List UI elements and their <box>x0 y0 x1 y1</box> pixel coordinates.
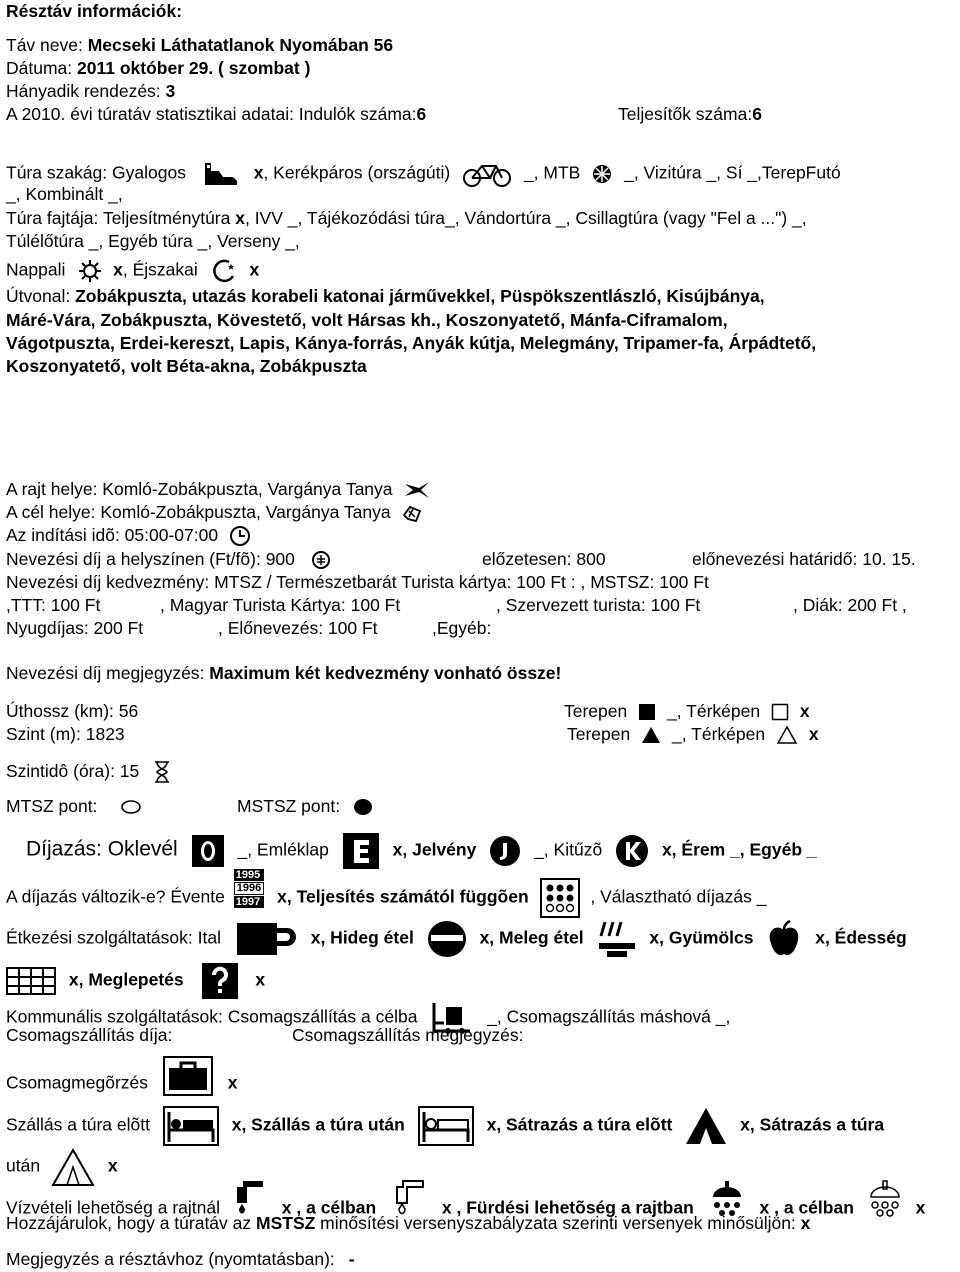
finish-icon <box>401 503 423 523</box>
start-time-line <box>6 524 251 547</box>
pin-icon <box>615 834 649 868</box>
elevation-line: Szint (m): 1823 <box>6 724 125 744</box>
mtsz-points: MTSZ pont: <box>6 796 98 816</box>
consent-a: Hozzájárulok, hogy a túratáv az <box>6 1213 256 1233</box>
route-line-2: Máré-Vára, Zobákpuszta, Kövestető, volt Hársas kh., Koszonyatető, Mánfa-Ciframalom, <box>6 310 728 330</box>
storage-mark: x <box>227 1072 238 1093</box>
daynight-line <box>6 258 259 284</box>
route-text-1: Zobákpuszta, utazás korabeli katonai járművekkel, Püspökszentlászló, Kisújbánya, <box>75 286 765 306</box>
start-flag-icon <box>403 480 431 500</box>
hourglass-icon <box>154 761 170 783</box>
food-line <box>6 919 907 959</box>
award-yearly: x, Teljesítés számától függõen <box>277 886 529 907</box>
discount-organized: , Szervezett turista: 100 Ft <box>496 595 701 615</box>
grid-icon <box>540 878 580 918</box>
length-map-mark: x <box>799 701 810 721</box>
award-pin: _, Kitűzõ <box>534 839 603 860</box>
food-fruit: x, Gyümölcs <box>649 927 754 948</box>
other-branches: _, Vizitúra _, Sí _,TerepFutó <box>624 162 841 183</box>
award-label: Díjazás: Oklevél <box>26 837 178 861</box>
filled-triangle-icon <box>641 726 661 744</box>
year-2: 1996 <box>234 882 264 895</box>
tent-empty-icon <box>51 1147 95 1187</box>
type-rest: , IVV _, Tájékozódási túra_, Vándortúra _, Csillagtúra (vagy "Fel a ...") _, <box>244 208 807 228</box>
terrain-line-1 <box>564 700 810 723</box>
branch-label: Túra szakág: Gyalogos <box>6 162 186 183</box>
award-medal: x, Érem _, Egyéb _ <box>661 839 817 860</box>
mtb-label: _, MTB <box>523 162 581 183</box>
discount-pension: Nyugdíjas: 200 Ft <box>6 618 144 638</box>
start-place-line <box>6 478 431 501</box>
route-label: Útvonal: <box>6 286 76 306</box>
question-icon <box>201 962 239 1000</box>
bicycle-icon <box>461 160 513 188</box>
discount-student: , Diák: 200 Ft , <box>793 595 907 615</box>
remark-line <box>6 1248 355 1271</box>
day-mark: x <box>113 259 123 280</box>
camping-after-mark: x <box>107 1155 118 1176</box>
route-line-3: Vágotpuszta, Erdei-kereszt, Lapis, Kánya-forrás, Anyák kútja, Melegmány, Tripamer-fa, Árpádtető, <box>6 333 817 353</box>
luggage-elsewhere: _, Csomagszállítás máshová _, <box>487 1006 731 1027</box>
food-line-2 <box>6 962 265 1000</box>
fee-deadline: előnevezési határidő: 10. 15. <box>692 549 916 569</box>
mstsz-points-line <box>237 795 373 818</box>
type-mark: x <box>235 208 245 228</box>
label: Táv neve: <box>6 35 88 55</box>
certificate-icon <box>191 834 225 868</box>
shower-start: x , Fürdési lehetõség a rajtban <box>441 1197 694 1218</box>
shower-empty-icon <box>867 1179 903 1219</box>
food-hot: x, Meleg étel <box>479 927 584 948</box>
food-label: Étkezési szolgáltatások: Ital <box>6 927 221 948</box>
moon-icon <box>211 258 237 284</box>
filled-circle-icon <box>353 798 373 816</box>
award-change-line <box>6 868 767 918</box>
cup-icon <box>236 922 296 956</box>
badge-icon <box>489 835 521 867</box>
discount-other: ,Egyéb: <box>432 618 492 638</box>
fee-note: Maximum két kedvezmény vonható össze! <box>209 663 562 683</box>
label: Nevezési díj megjegyzés: <box>6 663 210 683</box>
consent-org: MSTSZ <box>256 1213 316 1233</box>
hiker-icon <box>201 161 241 187</box>
cold-food-icon <box>427 920 467 958</box>
starters: 6 <box>416 104 427 124</box>
sun-icon <box>78 259 102 283</box>
tour-name-line <box>6 34 393 57</box>
label: A 2010. évi túratáv statisztikai adatai: Indulók száma: <box>6 104 417 124</box>
tour-date: 2011 október 29. ( szombat ) <box>77 58 311 78</box>
bed-empty-icon <box>418 1106 474 1146</box>
food-sweet: x, Édesség <box>815 927 907 948</box>
empty-circle-icon <box>120 799 142 815</box>
lodging-after: x, Szállás a túra után <box>231 1114 405 1135</box>
label: Teljesítők száma: <box>618 104 753 124</box>
empty-square-icon <box>771 703 789 721</box>
type-line <box>6 207 807 230</box>
edition-value: 3 <box>165 81 176 101</box>
remark-label: Megjegyzés a résztávhoz (nyomtatásban): <box>6 1249 335 1269</box>
fee-onsite-line <box>6 548 332 571</box>
start-place: A rajt helye: Komló-Zobákpuszta, Vargánya Tanya <box>6 479 393 499</box>
discount-prereg: , Előnevezés: 100 Ft <box>218 618 378 638</box>
label: Dátuma: <box>6 58 77 78</box>
food-surprise: x, Meglepetés <box>68 969 184 990</box>
water-start: Vízvételi lehetõség a rajtnál <box>6 1197 221 1218</box>
camping-before: x, Sátrazás a túra elõtt <box>486 1114 673 1135</box>
memento-icon <box>342 832 380 870</box>
map-label: _, Térképen <box>672 724 766 744</box>
discount-ttt: ,TTT: 100 Ft <box>6 595 101 615</box>
label: Terepen <box>564 701 628 721</box>
tent-filled-icon <box>685 1106 727 1146</box>
award-line <box>26 832 817 870</box>
page-heading: Résztáv információk: <box>6 1 183 21</box>
discount-mtk: , Magyar Turista Kártya: 100 Ft <box>160 595 401 615</box>
discount-line-1: Nevezési díj kedvezmény: MTSZ / Természetbarát Turista kártya: 100 Ft : , MSTSZ: 100 Ft <box>6 572 709 592</box>
camping-after-line <box>6 1147 118 1187</box>
shower-finish: x , a célban <box>759 1197 854 1218</box>
points-line <box>6 795 142 818</box>
elevation-map-mark: x <box>808 724 819 744</box>
water-finish: x , a célban <box>281 1197 377 1218</box>
day-label: Nappali <box>6 259 66 280</box>
suitcase-icon <box>163 1056 213 1096</box>
terrain-line-2 <box>567 723 819 746</box>
bed-filled-icon <box>163 1106 219 1146</box>
tour-date-line <box>6 57 310 80</box>
map-label: _, Térképen <box>667 701 761 721</box>
hot-food-icon <box>595 919 639 959</box>
storage-label: Csomagmegõrzés <box>6 1072 148 1093</box>
tour-name: Mecseki Láthatatlanok Nyomában 56 <box>87 35 394 55</box>
apple-icon <box>766 920 802 958</box>
route-line-1 <box>6 285 765 308</box>
consent-line <box>6 1212 810 1235</box>
services-label: Kommunális szolgáltatások: Csomagszállítás a célba <box>6 1006 418 1027</box>
fee-note-line <box>6 662 561 685</box>
fee-pre: előzetesen: 800 <box>482 549 606 569</box>
after-label: után <box>6 1155 41 1176</box>
surprise-mark: x <box>255 969 266 990</box>
label: Hányadik rendezés: <box>6 81 166 101</box>
storage-line <box>6 1064 237 1104</box>
award-memento: _, Emléklap <box>237 839 329 860</box>
lodging-line <box>6 1106 884 1146</box>
finishers-line <box>618 103 762 126</box>
filled-square-icon <box>638 703 656 721</box>
finishers: 6 <box>752 104 762 124</box>
time-limit: Szintidô (óra): 15 <box>6 761 140 781</box>
food-cold: x, Hideg étel <box>310 927 414 948</box>
luggage-note: Csomagszállítás megjegyzés: <box>292 1025 524 1045</box>
walk-mark: x <box>253 162 264 183</box>
length-line: Úthossz (km): 56 <box>6 701 139 721</box>
calendar-years-icon <box>234 869 264 908</box>
mstsz-points: MSTSZ pont: <box>237 796 341 816</box>
consent-mark: x <box>800 1213 811 1233</box>
type-line-2: Túlélőtúra _, Egyéb túra _, Verseny _, <box>6 231 300 251</box>
year-3: 1997 <box>234 896 264 908</box>
money-icon <box>310 550 332 570</box>
label: Terepen <box>567 724 631 744</box>
remark-value: - <box>348 1249 355 1269</box>
night-mark: x <box>249 259 260 280</box>
night-label: , Éjszakai <box>122 259 198 280</box>
chocolate-icon <box>6 967 56 995</box>
consent-c: minősítési versenyszabályzata szerinti versenyek minősüljön: <box>315 1213 801 1233</box>
edition-line <box>6 80 175 103</box>
branch-line-2: _, Kombinált _, <box>6 184 123 204</box>
shower-finish-mark: x <box>915 1197 926 1218</box>
year-1: 1995 <box>234 869 264 881</box>
time-limit-line <box>6 760 170 783</box>
label: Túra fajtája: Teljesítménytúra <box>6 208 236 228</box>
route-line-4: Koszonyatető, volt Béta-akna, Zobákpuszta <box>6 356 367 376</box>
camping-after: x, Sátrazás a túra <box>740 1114 885 1135</box>
fee-onsite: Nevezési díj a helyszínen (Ft/fõ): 900 <box>6 549 295 569</box>
empty-triangle-icon <box>776 725 798 745</box>
finish-place: A cél helye: Komló-Zobákpuszta, Vargánya Tanya <box>6 502 391 522</box>
luggage-fee: Csomagszállítás díja: <box>6 1025 173 1045</box>
clock-icon <box>229 525 251 547</box>
award-choosable: , Választható díjazás _ <box>590 886 767 907</box>
branch-line <box>6 160 841 188</box>
stats-line <box>6 103 426 126</box>
finish-place-line <box>6 501 423 524</box>
bike-label: , Kerékpáros (országúti) <box>263 162 451 183</box>
start-time: Az indítási idõ: 05:00-07:00 <box>6 525 219 545</box>
lodging-before: Szállás a túra elõtt <box>6 1114 150 1135</box>
award-badge: x, Jelvény <box>392 839 477 860</box>
mtb-icon <box>591 163 613 185</box>
label: A díjazás változik-e? Évente <box>6 886 225 907</box>
